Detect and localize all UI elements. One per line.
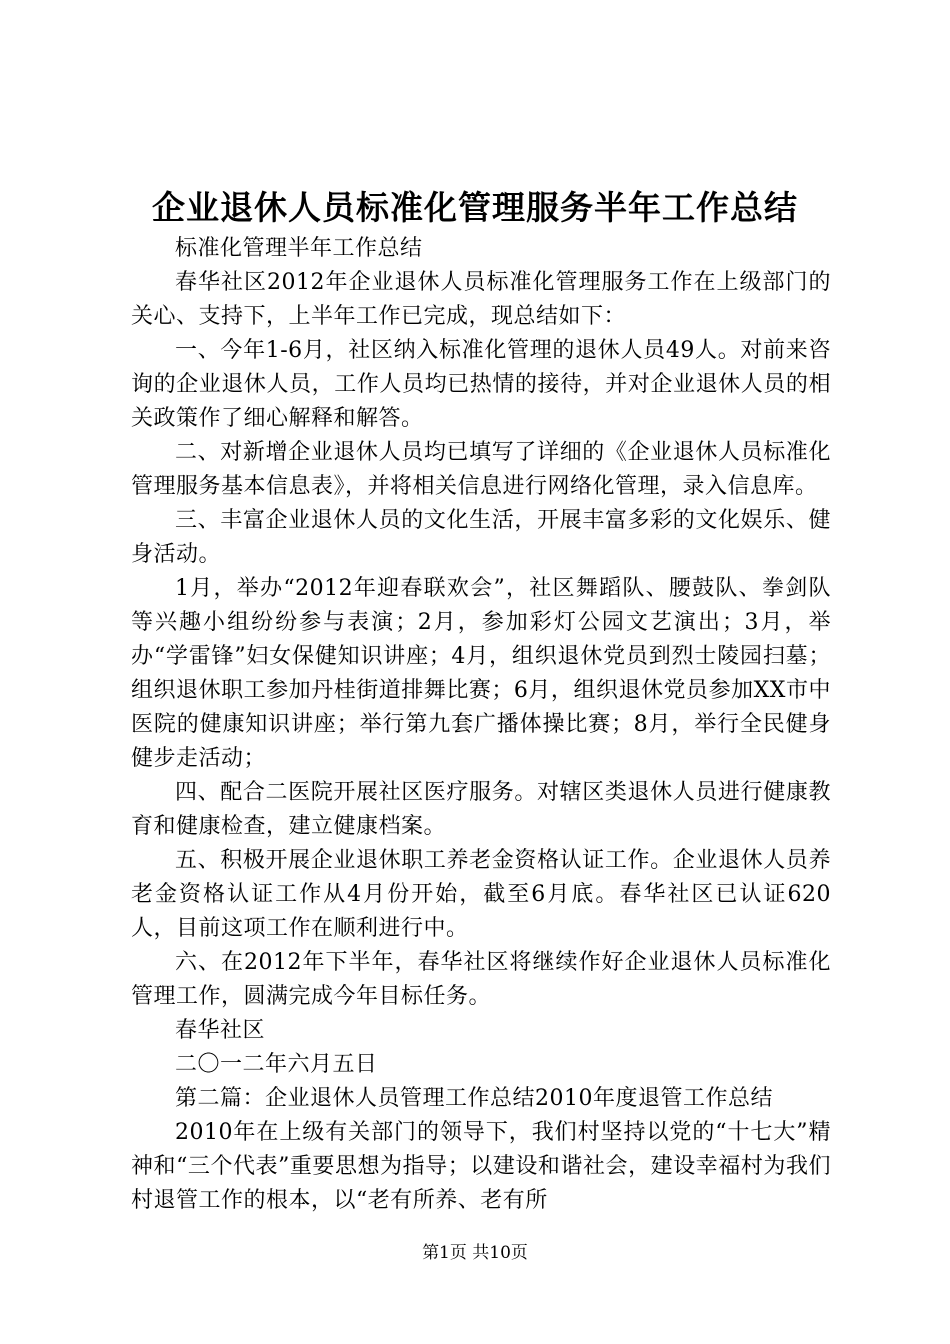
- signature-org: 春华社区: [175, 1018, 266, 1043]
- paragraph: 春华社区2012年企业退休人员标准化管理服务工作在上级部门的关心、支持下，上半年工作已完成，现总结如下：: [131, 270, 831, 329]
- document-title: 企业退休人员标准化管理服务半年工作总结: [152, 188, 798, 227]
- document-body: [131, 232, 831, 1218]
- paragraph: 2010年在上级有关部门的领导下，我们村坚持以党的“十七大”精神和“三个代表”重要思想为指导；以建设和谐社会，建设幸福村为我们村退管工作的根本，以“老有所养、老有所: [131, 1120, 831, 1213]
- section-heading: 第二篇：企业退休人员管理工作总结2010年度退管工作总结: [175, 1086, 773, 1111]
- paragraph: 六、在2012年下半年，春华社区将继续作好企业退休人员标准化管理工作，圆满完成今年目标任务。: [131, 950, 831, 1009]
- paragraph: 一、今年1-6月，社区纳入标准化管理的退休人员49人。对前来咨询的企业退休人员，工作人员均已热情的接待，并对企业退休人员的相关政策作了细心解释和解答。: [131, 338, 831, 431]
- signature-date: 二〇一二年六月五日: [175, 1052, 378, 1077]
- paragraph: 标准化管理半年工作总结: [175, 236, 423, 261]
- paragraph: 三、丰富企业退休人员的文化生活，开展丰富多彩的文化娱乐、健身活动。: [131, 508, 831, 567]
- paragraph: 二、对新增企业退休人员均已填写了详细的《企业退休人员标准化管理服务基本信息表》，并将相关信息进行网络化管理，录入信息库。: [131, 440, 831, 499]
- page-number: 第1页 共10页: [422, 1243, 528, 1263]
- paragraph: 五、积极开展企业退休职工养老金资格认证工作。企业退休人员养老金资格认证工作从4月份开始，截至6月底。春华社区已认证620人，目前这项工作在顺利进行中。: [131, 848, 831, 941]
- paragraph: 四、配合二医院开展社区医疗服务。对辖区类退休人员进行健康教育和健康检查，建立健康档案。: [131, 780, 831, 839]
- paragraph: 1月，举办“2012年迎春联欢会”，社区舞蹈队、腰鼓队、拳剑队等兴趣小组纷纷参与表演；2月，参加彩灯公园文艺演出；3月，举办“学雷锋”妇女保健知识讲座；4月，组织退休党员到烈士陵园扫墓；组织退休职工参加丹桂街道排舞比赛；6月，组织退休党员参加XX市中医院的健康知识讲座；举行第九套广播体操比赛；8月，举行全民健身健步走活动；: [131, 576, 831, 771]
